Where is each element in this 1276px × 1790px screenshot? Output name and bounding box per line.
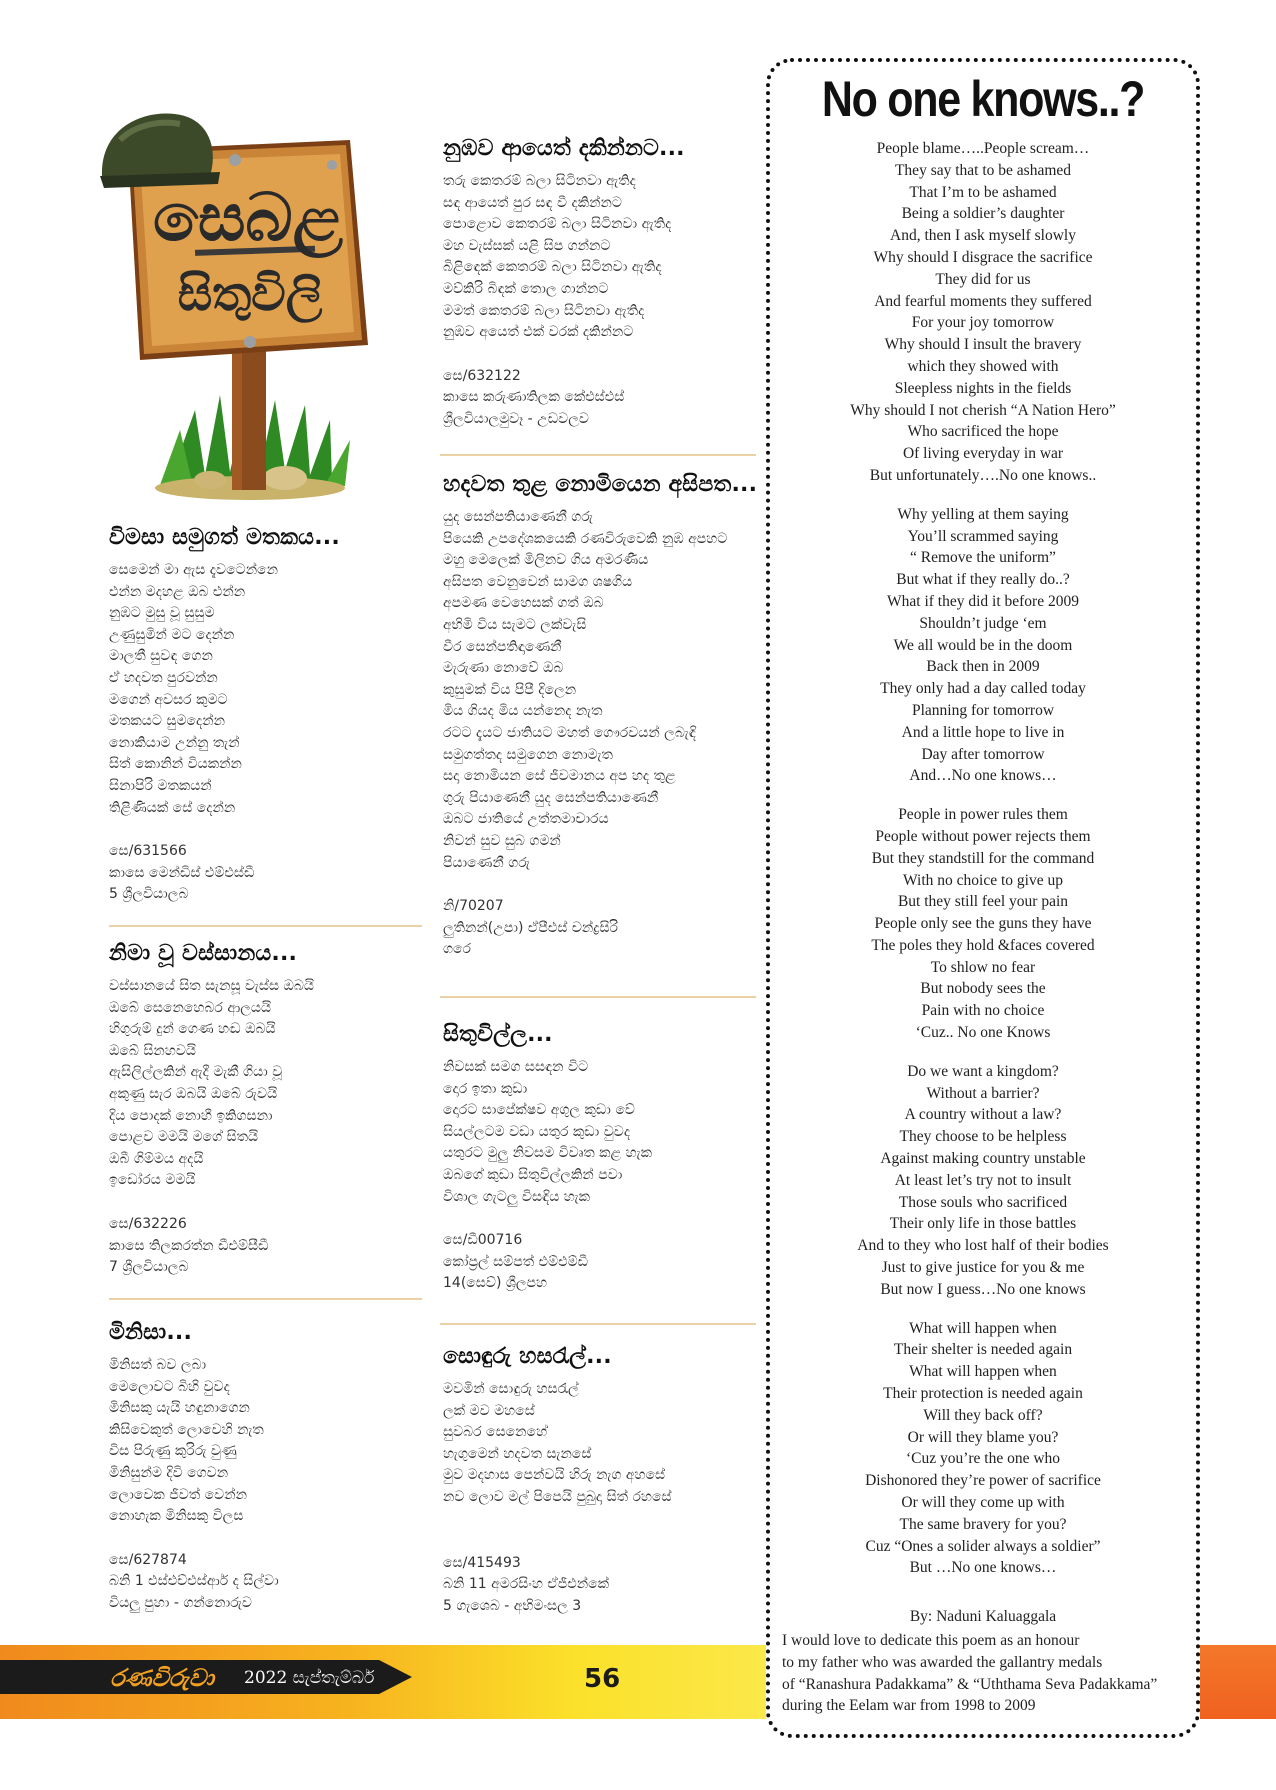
author-unit: 7 ශ්‍රීලවියාලබ	[109, 1259, 189, 1276]
poem-line: ඇසිලිල්ලකින් ඇදී මැකී ගියා වූ	[109, 1064, 283, 1081]
dedication-line: during the Eelam war from 1998 to 2009	[782, 1697, 1036, 1715]
poem-line: And to they who lost half of their bodies	[857, 1237, 1109, 1255]
poem-line: වීර සෙන්පතිඳාණෙනී	[443, 638, 562, 655]
poem-title: මිනිසා...	[109, 1320, 193, 1345]
poem-line: මමත් කෙතරම් බලා සිටිනවා ඇතිද	[443, 302, 645, 319]
poem-line: කිසිවෙකුත් ලොවෙහි නැත	[109, 1421, 264, 1438]
poem-lines	[109, 976, 314, 1192]
poem-line: For your joy tomorrow	[911, 314, 1055, 332]
author-name: ලුතිනන්(උපා) ඒපීඑස් චන්ද්‍රසිරි	[443, 919, 619, 936]
poem-line: Their shelter is needed again	[893, 1341, 1073, 1359]
poem-line: At least let’s try not to insult	[894, 1171, 1072, 1189]
poem-lines	[109, 1355, 279, 1528]
dedication-line: of “Ranashura Padakkama” & “Uththama Seva Padakkama”	[782, 1675, 1158, 1693]
poem-2	[109, 941, 314, 1279]
poem-line: And…No one knows…	[909, 767, 1057, 785]
poem-line: People blame…..People scream…	[876, 140, 1090, 157]
poem-author	[443, 1230, 652, 1295]
poem-line: To shlow no fear	[930, 958, 1036, 976]
poem-line: Dishonored they’re power of sacrifice	[865, 1472, 1101, 1490]
poem-line: සුවබර සෙනෙහේ	[443, 1424, 548, 1441]
poem-line: Why should I insult the bravery	[884, 336, 1082, 354]
poem-7	[443, 1344, 672, 1617]
poem-4	[443, 136, 685, 431]
poem-line: ඔබගේ කුඩා සිතුවිල්ලකින් පවා	[443, 1166, 623, 1183]
poem-line: They say that to be ashamed	[894, 161, 1072, 179]
stanza	[770, 1061, 1196, 1301]
poem-line: Why should I disgrace the sacrifice	[873, 248, 1093, 266]
poem-line: Back then in 2009	[926, 658, 1040, 676]
poem-line: මිනිසුන්ම දිවි ගෙවන	[109, 1464, 229, 1481]
poem-line: But they still feel your pain	[897, 893, 1069, 911]
poem-author	[109, 841, 340, 906]
poem-line: ඔබී ගිම්මය අදයි	[109, 1150, 204, 1167]
poem-byline: By: Naduni Kaluaggala	[909, 1608, 1057, 1625]
poem-line: Or will they blame you?	[907, 1428, 1059, 1446]
author-unit: වියලු පුහා - ගන්නොරුව	[109, 1594, 252, 1611]
poem-line: නොකියාම උන්නු තැන්	[109, 734, 240, 751]
poem-line: නුඹට මුසු වූ සුසුම	[109, 605, 215, 622]
poem-line: සෙමෙන් මා ඇස දැවටෙන්නෙ	[109, 562, 278, 578]
poem-line: Those souls who sacrificed	[898, 1193, 1068, 1211]
poem-line: What will happen when	[909, 1319, 1057, 1337]
author-number: නි/70207	[443, 898, 504, 915]
poem-line: අසිපත වෙනුවෙන් සාමග ශෂගිය	[443, 573, 633, 590]
footer-band-right	[1200, 1645, 1276, 1719]
poem-lines	[443, 507, 757, 874]
author-number: සෙ/ඩී00716	[443, 1232, 523, 1249]
poem-line: Sleepless nights in the fields	[894, 379, 1072, 397]
poem-line: අභිමි විය සැමට ලක්වැසි	[443, 616, 587, 633]
poem-lines	[109, 560, 340, 819]
dedication-line: I would love to dedicate this poem as an honour	[782, 1632, 1080, 1649]
poem-line: Why should I not cherish “A Nation Hero”	[850, 401, 1116, 419]
stanza	[770, 504, 1196, 787]
poem-line: Or will they come up with	[901, 1494, 1065, 1512]
poem-line: “ Remove the uniform”	[910, 549, 1056, 567]
poem-6	[443, 1022, 652, 1295]
english-poem-title: No one knows..?	[821, 71, 1145, 127]
poem-line: We all would be in the doom	[893, 636, 1073, 654]
author-number: සෙ/415493	[443, 1554, 521, 1571]
poem-line: මාලතී සුවඳ ගෙන	[109, 648, 213, 665]
poem-line: That I’m to be ashamed	[909, 183, 1057, 201]
poem-title: සොඳුරු හසරැල්...	[443, 1344, 612, 1369]
poem-line: මව්කිරි බිඳක් තොල ගාන්නට	[443, 280, 609, 297]
poem-line: මිනිසකු යැයි හඳුනාගෙන	[109, 1400, 250, 1417]
poem-line: කුසුමක් විය පිපී දිලෙන	[443, 681, 577, 698]
poem-line: මිය ගියද මිය යන්නෙද නැත	[443, 703, 603, 720]
poem-line: Being a soldier’s daughter	[901, 205, 1065, 223]
poem-line: You’ll scrammed saying	[907, 527, 1059, 545]
poem-line: But unfortunately….No one knows..	[869, 466, 1097, 484]
poem-line: But they standstill for the command	[871, 849, 1095, 867]
poem-line: They choose to be helpless	[899, 1128, 1067, 1146]
poem-line: යුද සෙන්පතියාණෙනී ගරු	[443, 509, 594, 525]
poem-line: ‘Cuz.. No one Knows	[915, 1024, 1051, 1042]
author-unit: 14(සෙව්) ශ්‍රීලපහ	[443, 1275, 548, 1292]
poem-line: දිය පොදක් නොහී ඉකිගසනා	[109, 1107, 273, 1124]
poem-line: මහු මෙලෙක් මිලිනව ගිය අමරණීය	[443, 552, 649, 569]
poem-author	[443, 366, 685, 431]
poem-line: අපමණ වෙහෙසක් ගත් ඔබ	[443, 595, 604, 612]
poem-line: But now I guess…No one knows	[880, 1280, 1086, 1298]
divider	[440, 1323, 756, 1325]
logo-line1: සෙබළ	[153, 179, 343, 256]
poem-line: ඉඩෝරය මමයි	[109, 1172, 196, 1189]
divider	[109, 1298, 422, 1300]
poem-line: වස්සානයේ සිත සැනසූ වැස්ස ඔබයි	[109, 978, 314, 994]
poem-line: පොළව මමයි මගේ සිතයි	[109, 1129, 259, 1146]
helmet-icon	[100, 114, 220, 188]
divider	[109, 925, 422, 927]
poem-line: නොහැක මිනිසකු විලස	[109, 1508, 244, 1525]
poem-line: නව ලොව මල් පිපෙයි පුබුදා සිත් රහසේ	[443, 1488, 672, 1505]
poem-line: යතුරට මුලු නිවසම විවෘත කළ හැක	[443, 1145, 652, 1162]
poem-line: Just to give justice for you & me	[881, 1259, 1085, 1277]
poem-line: With no choice to give up	[903, 871, 1063, 889]
poem-line: which they showed with	[907, 357, 1059, 375]
poem-line: දොරට සාපේක්ෂව අගුල කුඩා වේ	[443, 1102, 635, 1119]
poem-line: මහ වැස්සක් යළි සිප ගන්නට	[443, 237, 611, 254]
poem-line: තරු කෙතරම් බලා සිටිනවා ඇතිද	[443, 173, 636, 189]
poem-line: තිළිණියක් සේ දෙන්න	[109, 799, 236, 816]
poem-line: මෙලොවට බිහි වුවද	[109, 1378, 230, 1395]
poem-line: They did for us	[935, 270, 1031, 288]
poem-line: උණුසුමින් මට දෙන්න	[109, 626, 235, 643]
poem-line: What if they did it before 2009	[887, 592, 1079, 610]
poem-line: නිවන් සුව සුබ ගමන්	[443, 832, 561, 849]
stanza	[770, 1318, 1196, 1580]
poem-line: But …No one knows…	[909, 1559, 1057, 1577]
divider	[440, 996, 756, 998]
poem-line: Cuz “Ones a solider always a soldier”	[865, 1537, 1101, 1555]
poem-lines	[443, 171, 685, 344]
poem-line: නුඹව අයෙත් එක් වරක් දකින්නට	[443, 324, 634, 341]
poem-title: නුඹව ආයෙත් දකින්නට...	[443, 136, 685, 161]
sebala-sithuvili-logo	[100, 110, 400, 505]
poem-line: එන්න මදහළ ඔබ එන්න	[109, 583, 246, 600]
poem-line: The poles they hold &faces covered	[871, 936, 1095, 954]
poem-line: මවමින් සොඳුරු හසරැල්	[443, 1381, 579, 1397]
author-number: සෙ/632226	[109, 1215, 187, 1232]
poem-line: People without power rejects them	[875, 827, 1091, 845]
author-number: සෙ/632122	[443, 367, 521, 384]
poem-line: Without a barrier?	[926, 1084, 1040, 1102]
poem-line: ඒ හදවත පුරවන්න	[109, 669, 218, 686]
poem-title: විමසා සමුගත් මතකය...	[109, 525, 340, 550]
magazine-logo: රණවිරුවා	[110, 1663, 214, 1692]
poem-line: A country without a law?	[904, 1106, 1062, 1124]
poem-line: ‘Cuz you’re the one who	[905, 1450, 1061, 1468]
poem-line: ඔබට ජාතියේ උත්තමාචාරය	[443, 811, 609, 828]
author-name: කාසෙ මෙන්ඩිස් එම්එස්ඩී	[109, 864, 255, 881]
author-name: කෝප්‍රල් සම්පත් එම්එම්ඩී	[443, 1253, 589, 1270]
author-unit: 5 ශ්‍රීලවියාලබ	[109, 886, 189, 903]
poem-author	[443, 896, 757, 961]
poem-line: විස පිරුණු කුරිරු වුණු	[109, 1443, 237, 1460]
poem-line: Why yelling at them saying	[897, 505, 1069, 523]
page-number: 56	[584, 1664, 621, 1694]
poem-line: Pain with no choice	[921, 1002, 1045, 1020]
author-name: කාසෙ තිලකරත්න ඩීඑම්සීඩී	[109, 1237, 269, 1254]
poem-lines	[443, 1379, 672, 1509]
english-poem-body	[770, 138, 1196, 1596]
author-number: සෙ/627874	[109, 1551, 187, 1568]
poem-line: Do we want a kingdom?	[907, 1062, 1059, 1080]
poem-line: But nobody sees the	[920, 980, 1046, 998]
stanza	[770, 138, 1196, 487]
poem-line: පියෙකි උපදේශකයෙකි රණවිරුවෙකි නුඹ අපහට	[443, 530, 728, 547]
dedication-line: to my father who was awarded the gallantry medals	[782, 1653, 1103, 1671]
poem-1	[109, 525, 340, 906]
poem-line: But what if they really do..?	[896, 571, 1070, 589]
poem-line: මතකයට සුමදෙන්න	[109, 713, 226, 730]
poem-line: And a little hope to live in	[901, 723, 1065, 741]
poem-line: The same bravery for you?	[899, 1515, 1067, 1533]
poem-author	[109, 1214, 314, 1279]
poem-title: හදවත තුළ නොමියෙන අසිපත...	[443, 472, 758, 497]
poem-line: Their protection is needed again	[883, 1385, 1083, 1403]
author-name: බනි 11 අමරසිංහ ඒජීඑන්කේ	[443, 1576, 609, 1593]
poem-5	[443, 472, 757, 961]
poem-line: හිගුරුම් දුන් ගෙණ හඬ ඔබයි	[109, 1021, 276, 1038]
poem-line: They only had a day called today	[880, 680, 1086, 698]
poem-line: මුව මදහාස පෙන්වයි හිරු නැග අහසේ	[443, 1467, 666, 1484]
stanza	[770, 804, 1196, 1044]
poem-line: Will they back off?	[923, 1406, 1043, 1424]
poem-line: සියල්ලටම වඩා යතුර කුඩා වුවද	[443, 1123, 631, 1140]
poem-line: මැරුණා නොවේ ඔබ	[443, 660, 564, 677]
poem-line: Of living everyday in war	[902, 445, 1064, 463]
poem-line: දොර ඉතා කුඩා	[443, 1080, 528, 1097]
poem-line: People only see the guns they have	[874, 915, 1092, 933]
author-name: බනි 1 එස්එච්එස්ආර් ද සිල්වා	[109, 1573, 279, 1590]
poem-line: සිත් කොනින් වියකන්න	[109, 756, 242, 773]
poem-line: සදා නොමියන සේ ජීවමානය අප හද තුළ	[443, 768, 676, 785]
poem-line: People in power rules them	[898, 806, 1068, 824]
poem-lines	[443, 1057, 652, 1208]
poem-3	[109, 1320, 279, 1615]
poem-line: And, then I ask myself slowly	[890, 227, 1076, 245]
poem-line: Shouldn’t judge ‘em	[919, 614, 1047, 632]
poem-line: ගුරු පියාණෙනී යුද සෙන්පතියාණෙනී	[443, 789, 659, 806]
poem-line: Planning for tomorrow	[911, 701, 1055, 719]
poem-line: Day after tomorrow	[921, 745, 1045, 763]
poem-line: Against making country unstable	[880, 1150, 1086, 1168]
poem-line: What will happen when	[909, 1363, 1057, 1381]
divider	[440, 454, 756, 456]
poem-line: And fearful moments they suffered	[874, 292, 1092, 310]
author-unit: 5 ගැශෙබ - අභිමංසල 3	[443, 1597, 582, 1614]
poem-line: හැගුමෙන් හදවත සැනසේ	[443, 1445, 592, 1462]
poem-line: නිවසක් සමග සසඳන විට	[443, 1059, 589, 1075]
poem-line: පියාණෙනී ගරු	[443, 854, 530, 871]
poem-line: සිනාපිරි මතකයන්	[109, 777, 212, 794]
poem-author	[109, 1550, 279, 1615]
poem-line: ලොවෙක ජීවත් වෙන්න	[109, 1486, 247, 1503]
poem-title: සිතුවිල්ල...	[443, 1022, 553, 1047]
poem-line: මගෙන් අවසර කුමට	[109, 691, 228, 708]
poem-line: සමුගත්තද සමුගෙන නොමැත	[443, 746, 613, 763]
author-number: සෙ/631566	[109, 843, 187, 860]
author-unit: ගරෙ	[443, 941, 471, 958]
poem-line: ඔබේ සිනහවයි	[109, 1042, 196, 1059]
poem-line: ලක් මව මහසේ	[443, 1402, 535, 1419]
poem-line: අකුණු සැර ඔබයි ඔබේ රුවයි	[109, 1085, 278, 1102]
poem-line: විශාල ගැටලු විසඳිය හැක	[443, 1188, 591, 1205]
poem-line: මිනිසත් බව ලබා	[109, 1357, 207, 1373]
poem-dedication	[782, 1630, 1192, 1717]
poem-line: සඳ ආයෙත් පුර සඳ වී දකින්නට	[443, 194, 622, 211]
poem-line: Who sacrificed the hope	[907, 423, 1059, 441]
author-name: කාසෙ කරුණාතිලක කේඑස්එස්	[443, 389, 625, 406]
poem-line: Their only life in those battles	[889, 1215, 1077, 1233]
logo-line2: සිතුවිලි	[177, 266, 323, 322]
poem-line: ඔබේ සෙනෙහෙබර ආලයයි	[109, 999, 272, 1016]
poem-line: පොළොව කෙතරම් බලා සිටිනවා ඇතිද	[443, 216, 672, 233]
poem-title: නිමා වූ වස්සානය...	[109, 941, 298, 966]
poem-author	[443, 1553, 672, 1618]
author-unit: ශ්‍රීලවියාලමුවෑ - උඩවලව	[443, 410, 589, 427]
poem-line: රටට දැයට ජාතියට මහත් ගෞරවයන් ලබැඳි	[443, 724, 696, 741]
poem-line: බිළිඳෙක් කෙතරම් බලා සිටිනවා ඇතිද	[443, 259, 662, 276]
issue-date: 2022 සැප්තැම්බර්	[244, 1668, 375, 1688]
